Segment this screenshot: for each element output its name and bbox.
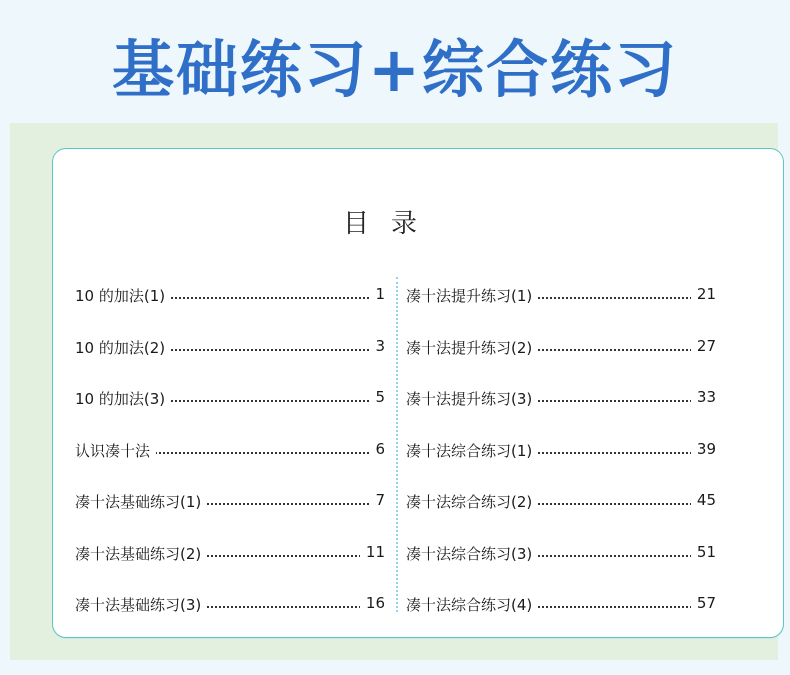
toc-entry-page: 6 [369,440,385,458]
toc-card [52,148,784,638]
toc-entry[interactable] [75,584,385,636]
toc-entry-title: 凑十法基础练习(1) [75,491,207,512]
toc-entry-page: 5 [369,388,385,406]
toc-entry-title: 凑十法基础练习(2) [75,543,207,564]
toc-entry-page: 51 [691,543,716,561]
toc-entry[interactable] [75,378,385,430]
toc-entry[interactable] [75,327,385,379]
toc-entry-page: 1 [369,285,385,303]
toc-entry[interactable] [406,584,716,636]
banner-title: 基础练习+综合练习 [112,33,678,106]
toc-entry-title: 凑十法综合练习(2) [406,491,538,512]
toc-entry-title: 10 的加法(2) [75,337,171,358]
toc-entry-page: 11 [360,543,385,561]
toc-entry-page: 39 [691,440,716,458]
toc-entry-page: 33 [691,388,716,406]
toc-entry-title: 凑十法综合练习(1) [406,440,538,461]
toc-entry[interactable] [406,275,716,327]
toc-entry-title: 凑十法综合练习(4) [406,594,538,615]
toc-left-column [75,275,385,636]
toc-entry-title: 认识凑十法 [75,440,156,461]
toc-entry-page: 3 [369,337,385,355]
toc-entry-page: 57 [691,594,716,612]
toc-entry[interactable] [406,533,716,585]
toc-entry[interactable] [406,430,716,482]
toc-entry-title: 凑十法综合练习(3) [406,543,538,564]
toc-entry[interactable] [75,533,385,585]
toc-entry-page: 7 [369,491,385,509]
toc-entry[interactable] [406,481,716,533]
toc-right-column [406,275,716,636]
toc-entry-title: 凑十法基础练习(3) [75,594,207,615]
toc-entry[interactable] [75,481,385,533]
toc-entry[interactable] [75,430,385,482]
toc-entry-page: 16 [360,594,385,612]
toc-entry-title: 10 的加法(1) [75,285,171,306]
toc-entry[interactable] [75,275,385,327]
toc-entry-page: 21 [691,285,716,303]
toc-entry-page: 45 [691,491,716,509]
toc-entry-page: 27 [691,337,716,355]
toc-entry[interactable] [406,327,716,379]
toc-entry-title: 凑十法提升练习(1) [406,285,538,306]
toc-entry[interactable] [406,378,716,430]
column-divider [396,277,398,612]
toc-entry-title: 10 的加法(3) [75,388,171,409]
toc-entry-title: 凑十法提升练习(2) [406,337,538,358]
toc-heading: 目录 [342,209,439,239]
toc-entry-title: 凑十法提升练习(3) [406,388,538,409]
